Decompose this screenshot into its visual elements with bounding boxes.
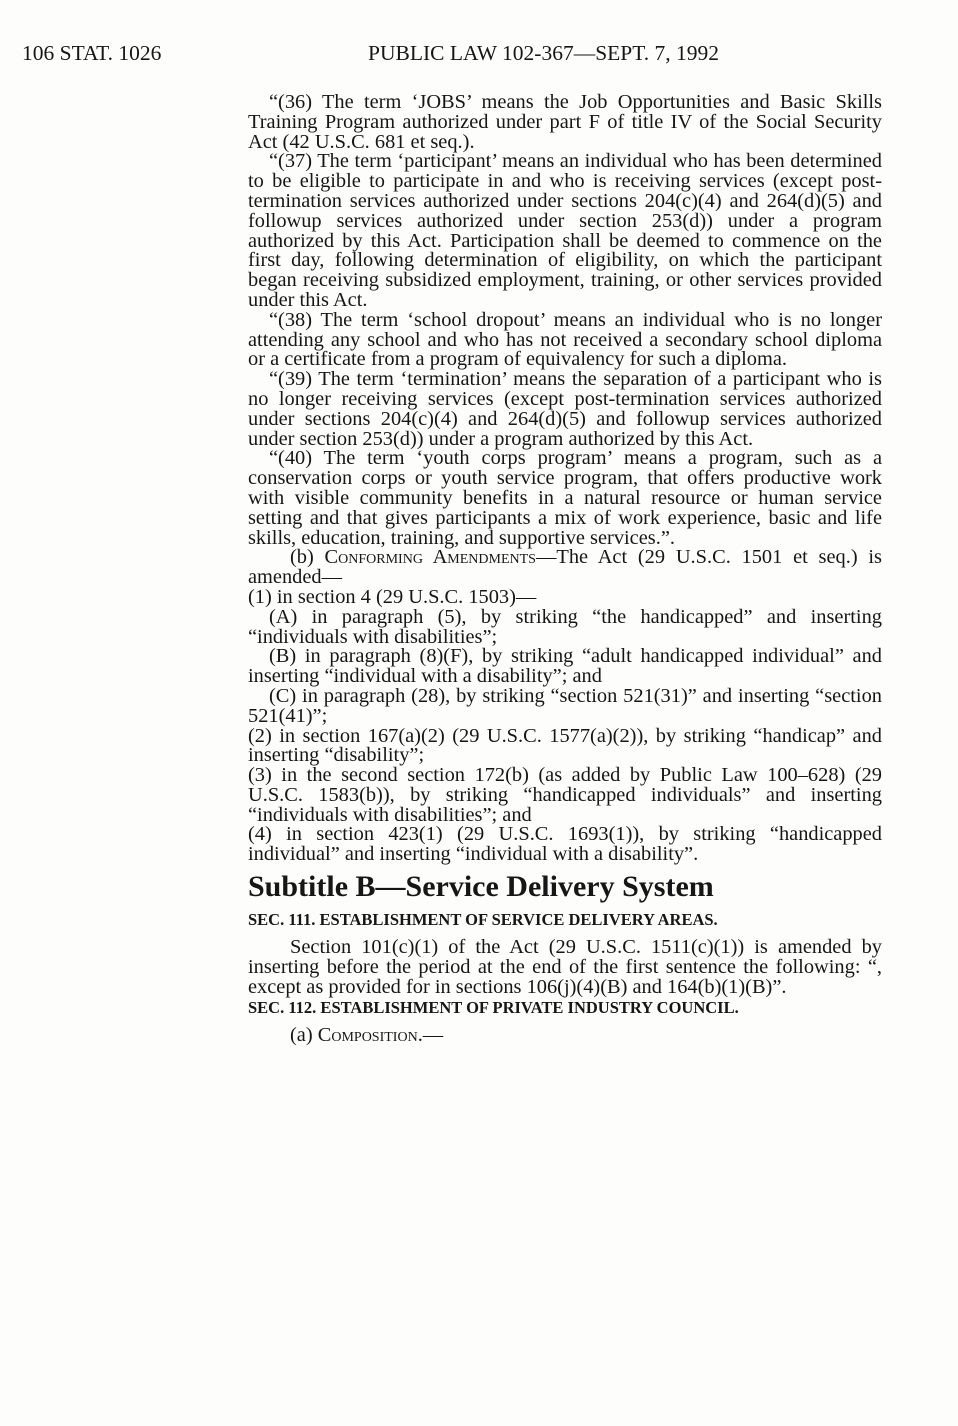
definition-39: “(39) The term ‘termination’ means the separation of a participant who is no longer receiving services (except post-termination services authorized under sections 204(c)(4) and 264(d)(5) and followup services authorized under section 253(d)) under a program authorized by this Act. [248,368,882,450]
composition-dash: .— [417,1024,444,1047]
composition-label: (a) [290,1024,313,1047]
subtitle-heading: Subtitle B—Service Delivery System [248,870,714,904]
amendment-item-3: (3) in the second section 172(b) (as added by Public Law 100–628) (29 U.S.C. 1583(b)), by striking “handicapped individuals” and inserting “individuals with disabilities”; and [248,764,882,826]
section-112-heading: SEC. 112. ESTABLISHMENT OF PRIVATE INDUSTRY COUNCIL. [248,998,739,1018]
amendment-item-1a: (A) in paragraph (5), by striking “the handicapped” and inserting “individuals with disabilities”; [248,605,882,648]
composition-subheading [248,1026,882,1046]
definition-38: “(38) The term ‘school dropout’ means an individual who is no longer attending any school and who has not received a secondary school diploma or a certificate from a program of equivalency for such a diploma. [248,308,882,371]
running-header [0,38,958,68]
amendment-item-1c: (C) in paragraph (28), by striking “section 521(31)” and inserting “section 521(41)”; [248,684,882,727]
definition-36: “(36) The term ‘JOBS’ means the Job Opportunities and Basic Skills Training Program authorized under part F of title IV of the Social Security Act (42 U.S.C. 681 et seq.). [248,91,882,153]
section-111-heading: SEC. 111. ESTABLISHMENT OF SERVICE DELIVERY AREAS. [248,910,718,930]
amendment-item-1b: (B) in paragraph (8)(F), by striking “adult handicapped individual” and inserting “individual with a disability”; and [248,645,882,688]
conforming-amendments-paragraph [248,548,882,588]
statute-body [248,93,882,1046]
composition-heading: Composition [317,1024,418,1047]
amendment-item-2: (2) in section 167(a)(2) (29 U.S.C. 1577(a)(2)), by striking “handicap” and inserting “disability”; [248,724,882,767]
definition-37: “(37) The term ‘participant’ means an individual who has been determined to be eligible to participate in and who is receiving services (except post-termination services authorized under sections 204(c)(4) and 264(d)(5) and followup services authorized under section 253(d)) under a program authorized by this Act. Participation shall be deemed to commence on the first day, following determination of eligibility, on which the participant began receiving subsidized employment, training, or other services provided under this Act. [248,150,882,311]
definition-40: “(40) The term ‘youth corps program’ means a program, such as a conservation corps or youth service program, that offers productive work with visible community benefits in a natural resource or human service setting and that gives participants a mix of work experience, basic and life skills, education, training, and supportive services.”. [248,447,882,549]
conforming-label: (b) [290,546,314,569]
public-law-title: PUBLIC LAW 102-367—SEPT. 7, 1992 [368,41,720,65]
amendment-item-4: (4) in section 423(1) (29 U.S.C. 1693(1)), by striking “handicapped individual” and inserting “individual with a disability”. [248,823,882,866]
stat-citation: 106 STAT. 1026 [22,41,162,65]
conforming-text: —The Act (29 U.S.C. 1501 et seq.) is amended— [248,546,882,589]
conforming-heading: Conforming Amendments [324,546,536,569]
section-111-text: Section 101(c)(1) of the Act (29 U.S.C. 1511(c)(1)) is amended by inserting before the period at the end of the first sentence the following: “, except as provided for in sections 106(j)(4)(B) and 164(b)(1)(B)”. [248,936,882,998]
amendment-item-1: (1) in section 4 (29 U.S.C. 1503)— [248,585,537,608]
